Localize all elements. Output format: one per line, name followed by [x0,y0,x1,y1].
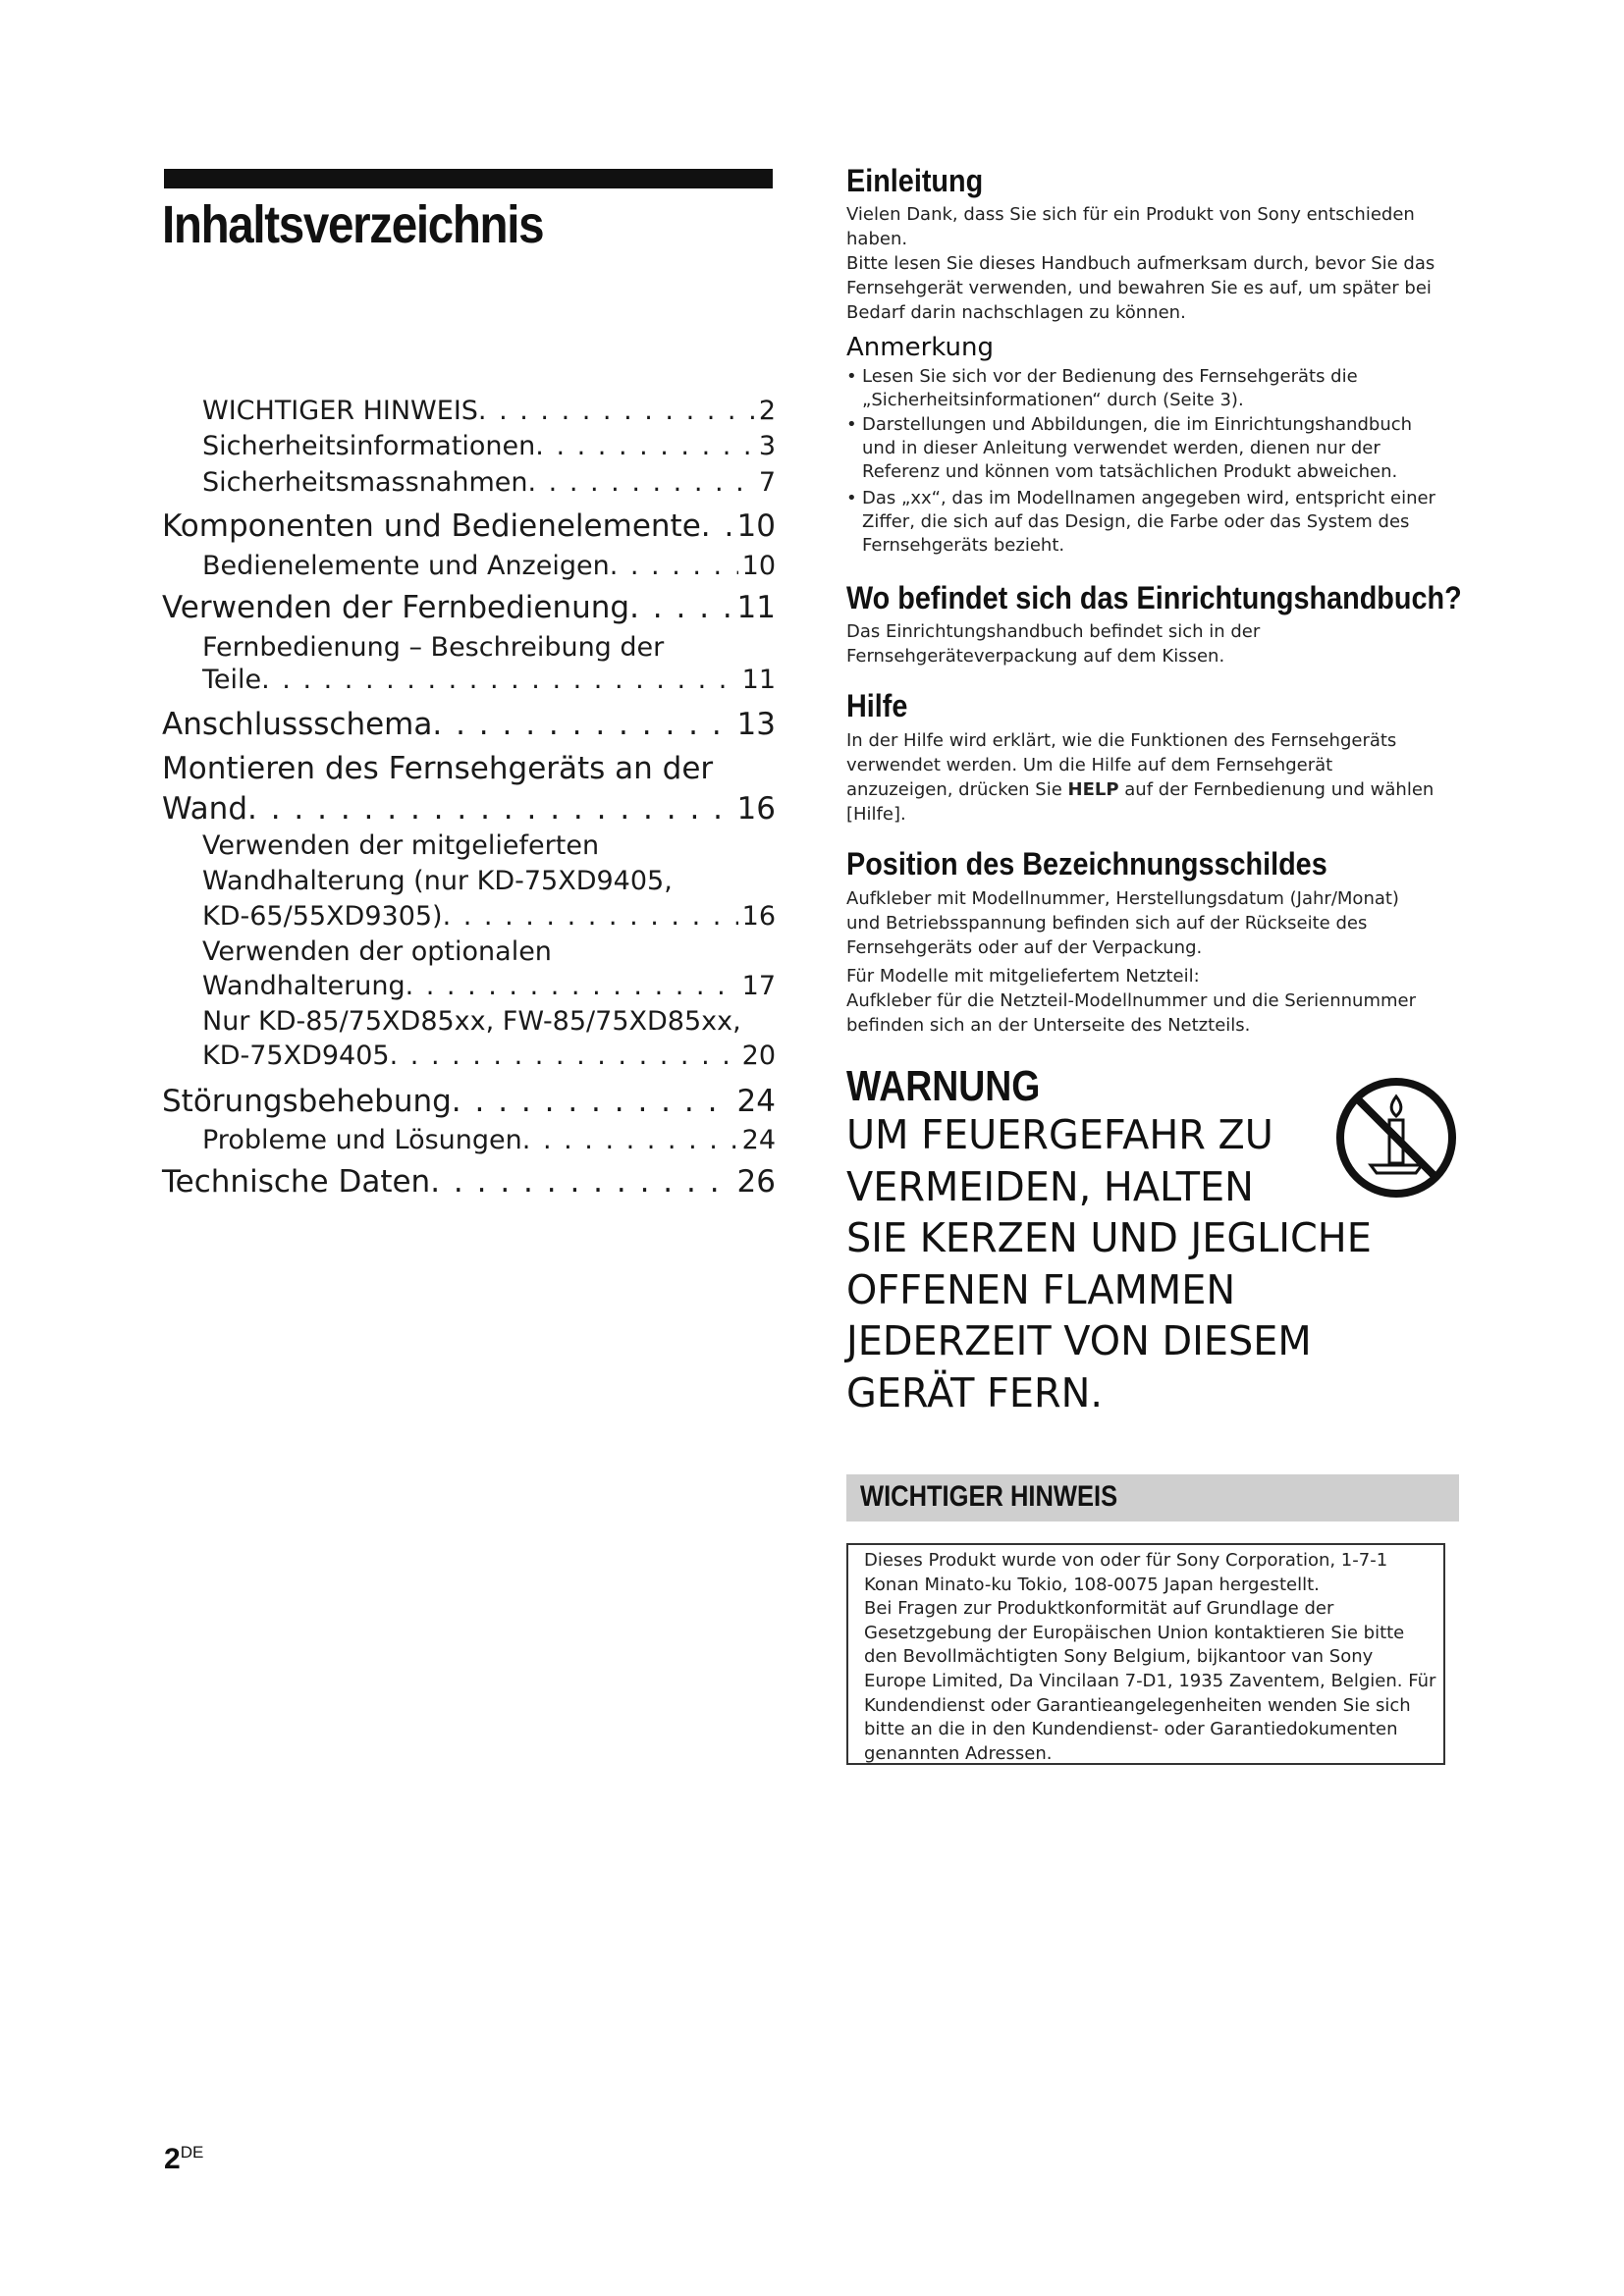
bullet: • [846,366,857,387]
toc-entry-probleme[interactable] [202,1125,776,1155]
toc-entry-optionale-halterung[interactable] [202,971,776,1001]
toc-page: 3 [758,431,776,461]
no-candle-icon [1333,1075,1459,1201]
list-item: • Das „xx“, das im Modellnamen angegeben wird, entspricht einer Ziffer, die sich auf das Design, die Farbe oder das System des Fernsehgeräts bezieht. [846,488,1435,556]
warning-title: WARNUNG [846,1062,1041,1110]
toc-label: Sicherheitsinformationen [202,431,536,461]
toc-label: WICHTIGER HINWEIS [202,396,478,426]
toc-label: Sicherheitsmassnahmen [202,467,528,498]
section-heading-einleitung: Einleitung [846,163,984,198]
toc-entry-line: Nur KD-85/75XD85xx, FW-85/75XD85xx, [202,1006,741,1037]
toc-page: 24 [736,1084,776,1119]
toc-page: 16 [736,791,776,827]
toc-label: Wandhalterung [202,971,406,1001]
toc-label: Bedienelemente und Anzeigen [202,551,610,581]
title-rule [164,169,773,188]
toc-entry-bedienelemente[interactable] [202,551,776,581]
subheading-anmerkung: Anmerkung [846,333,994,362]
toc-label: Verwenden der Fernbedienung [162,590,630,625]
toc-entry-wichtiger-hinweis[interactable] [202,396,776,426]
page-number: 2DE [164,2143,204,2175]
toc-page: 17 [741,971,776,1001]
section-heading-einrichtungshandbuch: Wo befindet sich das Einrichtungshandbuch? [846,580,1462,615]
toc-entry-montieren[interactable] [162,791,776,827]
toc-page: 7 [758,467,776,498]
section-heading-bezeichnungsschild: Position des Bezeichnungsschildes [846,846,1327,881]
help-key: HELP [1067,779,1119,800]
toc-page: 2 [758,396,776,426]
toc-page: 16 [741,901,776,932]
toc-label: Störungsbehebung [162,1084,452,1119]
toc-page: 11 [741,665,776,695]
toc-page: 26 [736,1164,776,1200]
toc-label: Wand [162,791,247,827]
toc-entry-line: Montieren des Fernsehgeräts an der [162,751,714,786]
label-position-paragraph: Aufkleber mit Modellnummer, Herstellungsdatum (Jahr/Monat) und Betriebsspannung befinden sich auf der Rückseite des Fernsehgeräts oder auf der Verpackung. Für Modelle mit mitgeliefertem Netzteil: Aufkleber für die Netzteil-Modellnummer und die Seriennummer befinden sich an der Unterseite des Netzteils. [846,888,1416,1036]
toc-entry-sicherheitsinformationen[interactable] [202,431,776,461]
toc-label: KD-75XD9405 [202,1041,390,1071]
toc-entry-sicherheitsmassnahmen[interactable] [202,467,776,498]
toc-entry-line: Verwenden der mitgelieferten [202,830,600,861]
section-heading-hilfe: Hilfe [846,688,908,723]
help-paragraph: In der Hilfe wird erklärt, wie die Funktionen des Fernsehgeräts verwendet werden. Um die Hilfe auf dem Fernsehgerät anzuzeigen, drücken Sie HELP auf der Fernbedienung und wählen [Hilfe]. [846,730,1435,825]
page-language-suffix: DE [180,2143,204,2162]
toc-label: Probleme und Lösungen [202,1125,522,1155]
toc-page: 10 [736,508,776,544]
toc-entry-technische-daten[interactable] [162,1164,776,1200]
warning-text: UM FEUERGEFAHR ZU VERMEIDEN, HALTEN SIE KERZEN UND JEGLICHE OFFENEN FLAMMEN JEDERZEIT VON DIESEM GERÄT FERN. [846,1111,1372,1416]
toc-entry-mitgelieferte-halterung[interactable] [202,901,776,932]
notice-title: WICHTIGER HINWEIS [860,1480,1118,1513]
toc-entry-komponenten[interactable] [162,508,776,544]
toc-label: Anschlussschema [162,707,433,742]
toc-entry-stoerungsbehebung[interactable] [162,1084,776,1119]
page-title: Inhaltsverzeichnis [162,195,544,254]
toc-page: 24 [741,1125,776,1155]
toc-entry-line: Fernbedienung – Beschreibung der [202,632,665,663]
toc-page: 13 [736,707,776,742]
toc-entry-fernbedienung-teile[interactable] [202,665,776,695]
bullet: • [846,414,857,435]
setup-guide-paragraph: Das Einrichtungshandbuch befindet sich in der Fernsehgeräteverpackung auf dem Kissen. [846,621,1261,667]
toc-label: Komponenten und Bedienelemente [162,508,701,544]
toc-entry-anschlussschema[interactable] [162,707,776,742]
toc-entry-line: Verwenden der optionalen [202,936,552,967]
bullet: • [846,488,857,508]
toc-label: Technische Daten [162,1164,431,1200]
intro-paragraph: Vielen Dank, dass Sie sich für ein Produkt von Sony entschieden haben. Bitte lesen Sie dieses Handbuch aufmerksam durch, bevor Sie das Fernsehgerät verwenden, und bewahren Sie es auf, um später bei Bedarf darin nachschlagen zu können. [846,204,1435,323]
toc-entry-line: Wandhalterung (nur KD-75XD9405, [202,866,673,896]
toc-page: 20 [741,1041,776,1071]
toc-page: 11 [736,590,776,625]
toc-label: Teile [202,665,262,695]
toc-entry-nur-kd[interactable] [202,1041,776,1071]
list-item: • Darstellungen und Abbildungen, die im Einrichtungshandbuch und in dieser Anleitung verwendet werden, dienen nur der Referenz und können vom tatsächlichen Produkt abweichen. [846,414,1413,482]
notice-box: Dieses Produkt wurde von oder für Sony Corporation, 1-7-1 Konan Minato-ku Tokio, 108-0075 Japan hergestellt. Bei Fragen zur Produktkonformität auf Grundlage der Gesetzgebung der Europäischen Union kontaktieren Sie bitte den Bevollmächtigten Sony Belgium, bijkantoor van Sony Europe Limited, Da Vincilaan 7-D1, 1935 Zaventem, Belgien. Für Kundendienst oder Garantieangelegenheiten wenden Sie sich bitte an die in den Kundendienst- oder Garantiedokumenten genannten Adressen. [846,1543,1445,1765]
toc-page: 10 [741,551,776,581]
list-item: • Lesen Sie sich vor der Bedienung des Fernsehgeräts die „Sicherheitsinformationen“ durch (Seite 3). [846,366,1358,410]
toc-label: KD-65/55XD9305) [202,901,443,932]
toc-entry-fernbedienung[interactable] [162,590,776,625]
